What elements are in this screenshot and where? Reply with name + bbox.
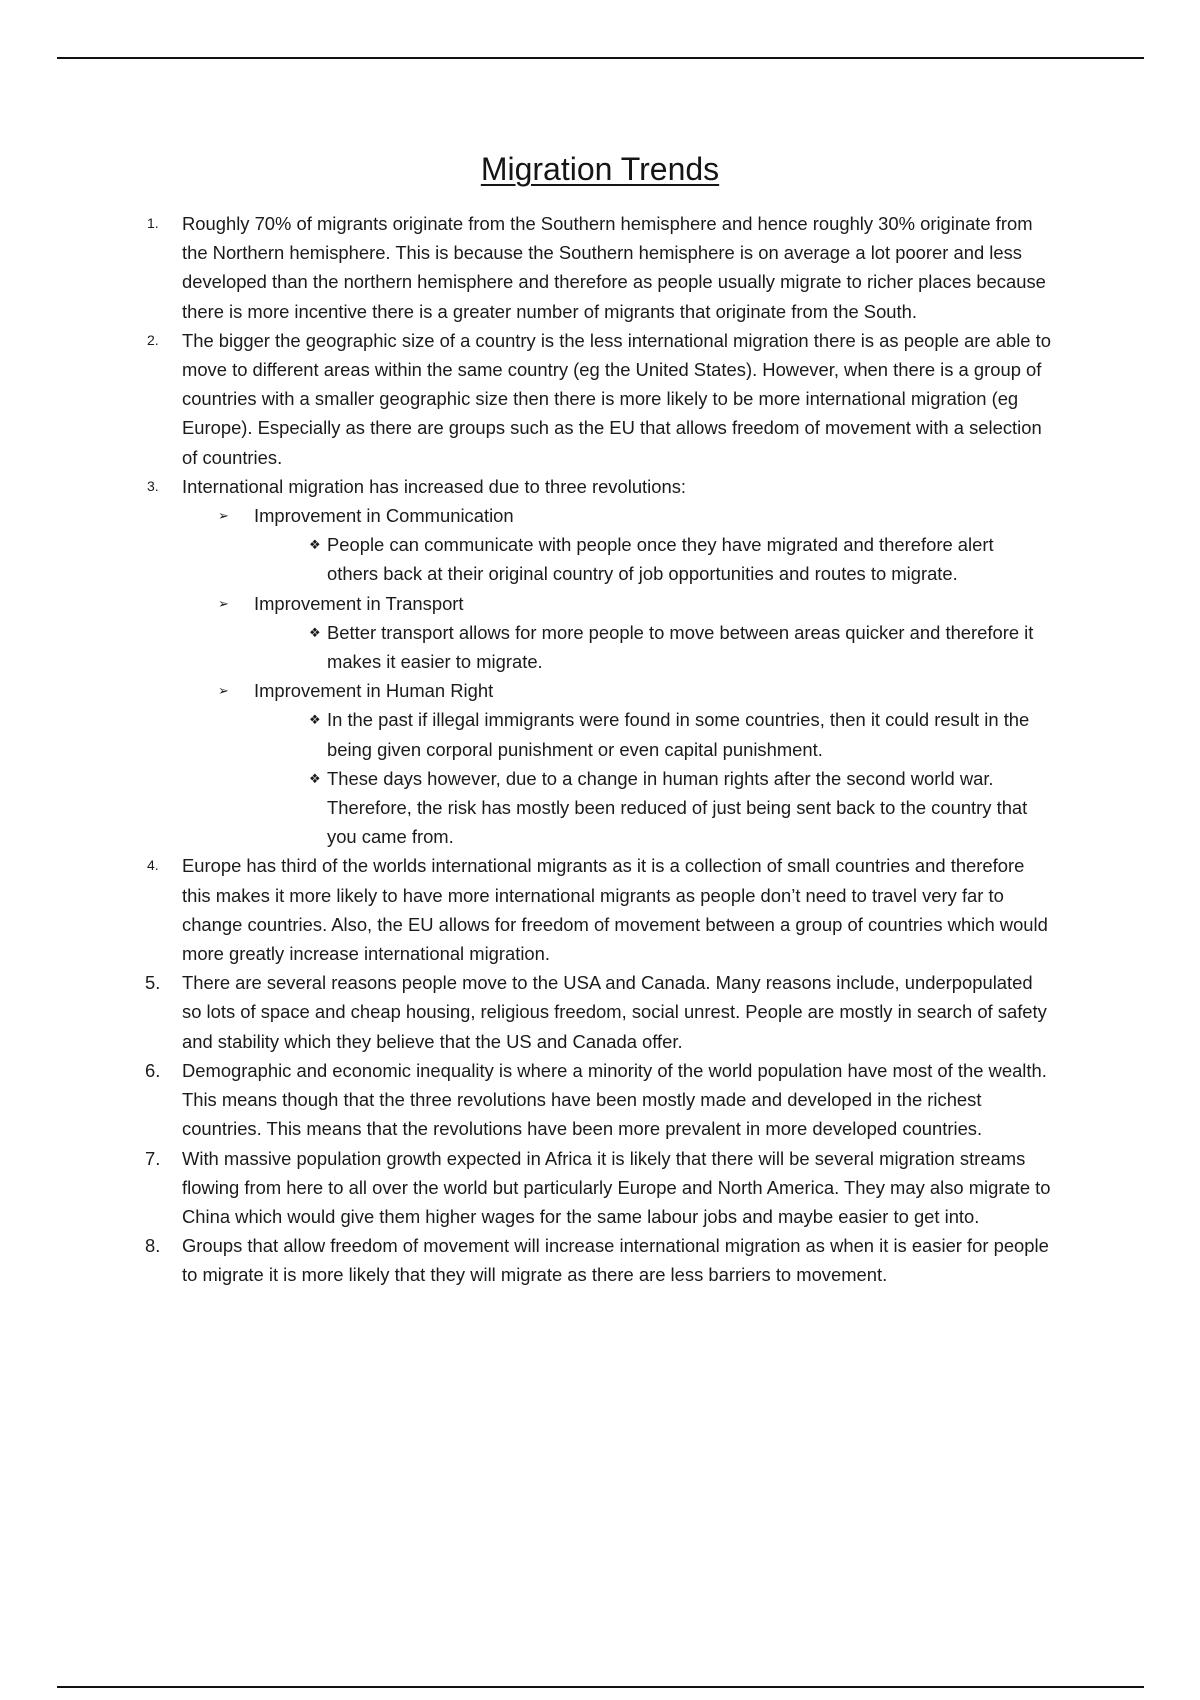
item-number: 8.	[145, 1235, 161, 1257]
sub-item-human-right	[0, 676, 1200, 705]
detail-point	[0, 530, 1037, 588]
sub-item-label: Improvement in Human Right	[254, 680, 494, 702]
document-body	[0, 209, 1200, 1290]
list-item-3	[0, 472, 1052, 501]
list-item-7	[0, 1144, 1052, 1232]
list-item-5	[0, 968, 1052, 1056]
sub-item-communication	[0, 501, 1200, 530]
detail-point	[0, 705, 1037, 763]
detail-text: People can communicate with people once they have migrated and therefore alert others back at their original country of job opportunities and routes to migrate.	[327, 534, 994, 585]
diamond-bullet-icon: ❖	[309, 712, 321, 728]
page-title: Migration Trends	[480, 151, 720, 187]
sub-item-label: Improvement in Transport	[254, 592, 464, 614]
list-item-1	[0, 209, 1052, 326]
sub-item-label: Improvement in Communication	[254, 505, 514, 527]
detail-text: Better transport allows for more people to move between areas quicker and therefore it makes it easier to migrate.	[327, 621, 1034, 673]
item-number: 1.	[147, 215, 159, 231]
diamond-bullet-icon: ❖	[309, 624, 321, 640]
arrow-bullet-icon: ➢	[218, 508, 229, 524]
arrow-bullet-icon: ➢	[218, 595, 229, 611]
item-text: Europe has third of the worlds international migrants as it is a collection of small countries and therefore this makes it more likely to have more international migrants as people don’t need to travel very far to change countries. Also, the EU allows for freedom of movement between a group of countries which would more greatly increase international migration.	[182, 855, 1048, 965]
item-number: 6.	[145, 1059, 161, 1081]
item-text: There are several reasons people move to the USA and Canada. Many reasons include, underpopulated so lots of space and cheap housing, religious freedom, social unrest. People are mostly in search of safety and stability which they believe that the US and Canada offer.	[182, 972, 1047, 1052]
header-rule	[57, 57, 1144, 59]
item-text: The bigger the geographic size of a country is the less international migration there is as people are able to move to different areas within the same country (eg the United States). However, when there is a group of countries with a smaller geographic size then there is more likely to be more international migration (eg Europe). Especially as there are groups such as the EU that allows freedom of movement with a selection of countries.	[182, 329, 1051, 468]
item-number: 3.	[147, 477, 159, 494]
arrow-bullet-icon: ➢	[218, 683, 229, 699]
detail-point	[0, 764, 1037, 852]
item-text: International migration has increased due to three revolutions:	[182, 475, 687, 497]
diamond-bullet-icon: ❖	[309, 770, 321, 786]
list-item-2	[0, 326, 1052, 472]
item-number: 2.	[147, 331, 159, 348]
item-text: With massive population growth expected in Africa it is likely that there will be several migration streams flowing from here to all over the world but particularly Europe and North America. They may also migrate to China which would give them higher wages for the same labour jobs and maybe easier to get into.	[182, 1147, 1051, 1227]
item-number: 5.	[145, 972, 161, 994]
detail-text: In the past if illegal immigrants were found in some countries, then it could result in the being given corporal punishment or even capital punishment.	[327, 709, 1030, 760]
item-number: 4.	[147, 857, 159, 874]
list-item-6	[0, 1056, 1052, 1144]
diamond-bullet-icon: ❖	[309, 537, 321, 553]
detail-point	[0, 618, 1037, 676]
footer-rule	[57, 1686, 1144, 1688]
item-text: Demographic and economic inequality is where a minority of the world population have most of the wealth. This means though that the three revolutions have been mostly made and developed in the richest countries. This means that the revolutions have been more prevalent in more developed countries.	[182, 1059, 1047, 1140]
list-item-8	[0, 1231, 1052, 1289]
sub-item-transport	[0, 589, 1200, 618]
item-number: 7.	[145, 1147, 161, 1169]
item-text: Roughly 70% of migrants originate from the Southern hemisphere and hence roughly 30% originate from the Northern hemisphere. This is because the Southern hemisphere is on average a lot poorer and less developed than the northern hemisphere and therefore as people usually migrate to richer places because there is more incentive there is a greater number of migrants that originate from the South.	[182, 213, 1046, 322]
list-item-4	[0, 851, 1052, 968]
detail-text: These days however, due to a change in human rights after the second world war. Therefore, the risk has mostly been reduced of just being sent back to the country that you came from.	[327, 767, 1028, 848]
item-text: Groups that allow freedom of movement will increase international migration as when it is easier for people to migrate it is more likely that they will migrate as there are less barriers to movement.	[182, 1235, 1049, 1286]
